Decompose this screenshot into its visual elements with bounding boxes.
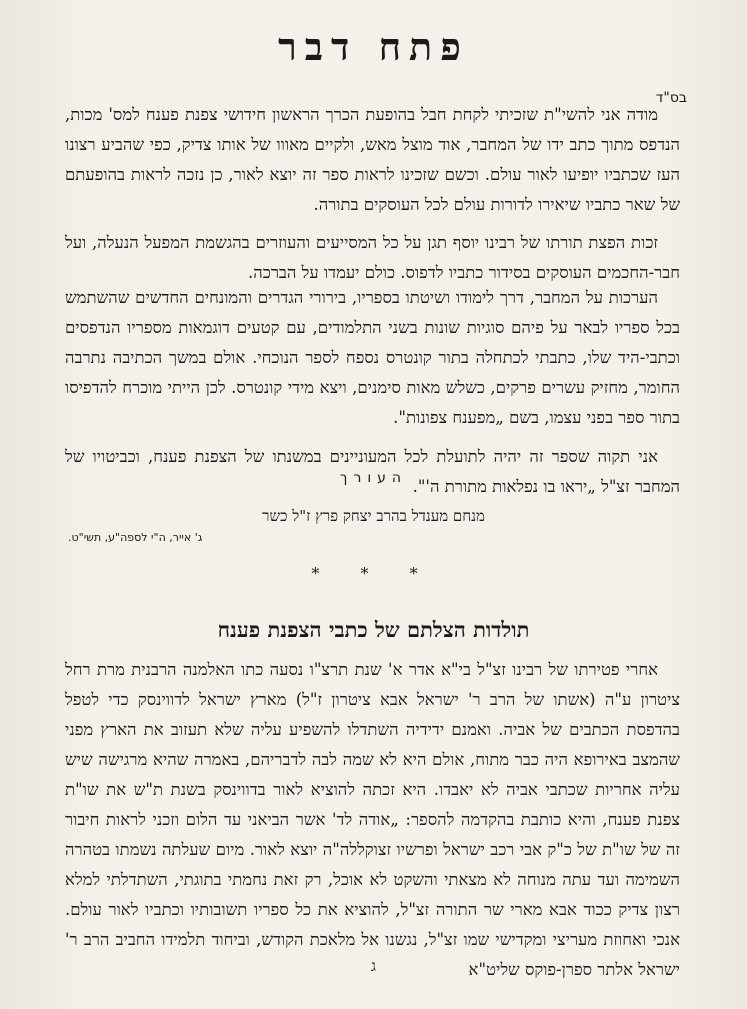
paragraph-text: אחרי פטירתו של רבינו זצ"ל בי"א אדר א' שנת תרצ"ו נסעה כתו האלמנה הרבנית מרת רחל ציטרון ע"ה (אשתו של הרב ר' ישראל אבא ציטרון ז"ל) מארץ ישראל לדווינסק כדי לטפל בהדפסת הכתבים של אביה. ואמנם ידידיה השתדלו להשפיע עליה שלא תעזוב את הארץ מפני שהמצב באירופא היה כבר מתוח, אולם היא לא שמה לבה לדבריהם, באמרה שהיא מרגישה שיש עליה אחריות שכתבי אביה לא יאבדו. היא זכתה להוציא לאור בדווינסק בשנת ת"ש את שו"ת צפנת פענח, והיא כותבת בהקדמה להספר: „אודה לד' אשר הביאני עד הלום וזכני לראות חיבור זה של שו"ת של כ"ק אבי רכב ישראל ופרשיו זצוקללה"ה יוצא לאור. מיום שעלתה נשמתו בטהרה השמימה ועד עתה מנוחה לא מצאתי והשקט לא אוכל, רק זאת נחמתי בתוגתי, השתדלתי למלא רצון צדיק ככוד אבא מארי שר התורה זצ"ל, להוציא את כל ספריו תשובותיו וכתביו לאור עולם. אנכי ואחוזת מעריצי ומקדישי שמו זצ"ל, נגשנו אל מלאכת הקודש, וביחוד תלמידו החביב הרב ר' ישראל אלתר ספרן-פוקס שליט"א <box>65 660 680 979</box>
paragraph-text: הערכות על המחבר, דרך לימודו ושיטתו בספריו, בירורי הגדרים והמונחים החדשים שהשתמש בכל ספריו לבאר על פיהם סוגיות שונות בשני התלמודים, עם קטעים דוגמאות מספריו הנדפסים וכתבי-היד שלו, כתבתי לכתחלה בתור קונטרס נספח לספר הנוכחי. אולם במשך הכתיבה נתרבה החומר, מחזיק עשרים פרקים, כשלש מאות סימנים, ויצא מידי קונטרס. לכן הייתי מוכרח להדפיסו בתור ספר בפני עצמו, בשם „מפענח צפונות". <box>65 288 680 427</box>
intro-paragraph-2 <box>65 228 680 288</box>
section-separator: * * * <box>311 564 436 583</box>
page-title: פתח דבר <box>278 24 469 69</box>
editor-heading: העורך <box>339 470 408 486</box>
paragraph-text: מודה אני להשי"ת שזכיתי לקחת חבל בהופעת הכרך הראשון חידושי צפנת פענח למס' מכות, הנדפס מתוך כתב ידו של המחבר, אוד מוצל מאש, ולקיים מאווו של אותו צדיק, כפי שהביע רצונו העז שכתביו יופיעו לאור עולם. וכשם שזכינו לראות ספר זה יוצא לאור, כן נזכה לראות בהופעתם של שאר כתביו שיאירו לדורות עולם לכל העוסקים בתורה. <box>65 105 680 214</box>
section-body <box>65 655 680 985</box>
paragraph-text: אני תקוה שספר זה יהיה לתועלת לכל המעוניינים במשנתו של הצפנת פענח, וכביטויו של המחבר זצ"ל „יראו בו נפלאות מתורת ה'". <box>65 447 680 496</box>
bsd-mark: בס"ד <box>655 90 687 106</box>
paragraph-text: זכות הפצת תורתו של רבינו יוסף תגן על כל המסייעים והעוזרים בהגשמת המפעל הנעלה, ועל חבר-החכמים העוסקים בסידור כתביו לדפוס. כולם יעמדו על הברכה. <box>65 233 680 282</box>
intro-paragraph-1 <box>65 100 680 220</box>
page-number: ג <box>371 957 376 975</box>
editor-name: מנחם מענדל בהרב יצחק פרץ ז"ל כשר <box>262 507 485 525</box>
date-line: ג' אייר, ה"י לספה"ע, תשי"ט. <box>68 531 203 544</box>
intro-paragraph-3 <box>65 283 680 433</box>
section-title: תולדות הצלתם של כתבי הצפנת פענח <box>217 617 530 642</box>
